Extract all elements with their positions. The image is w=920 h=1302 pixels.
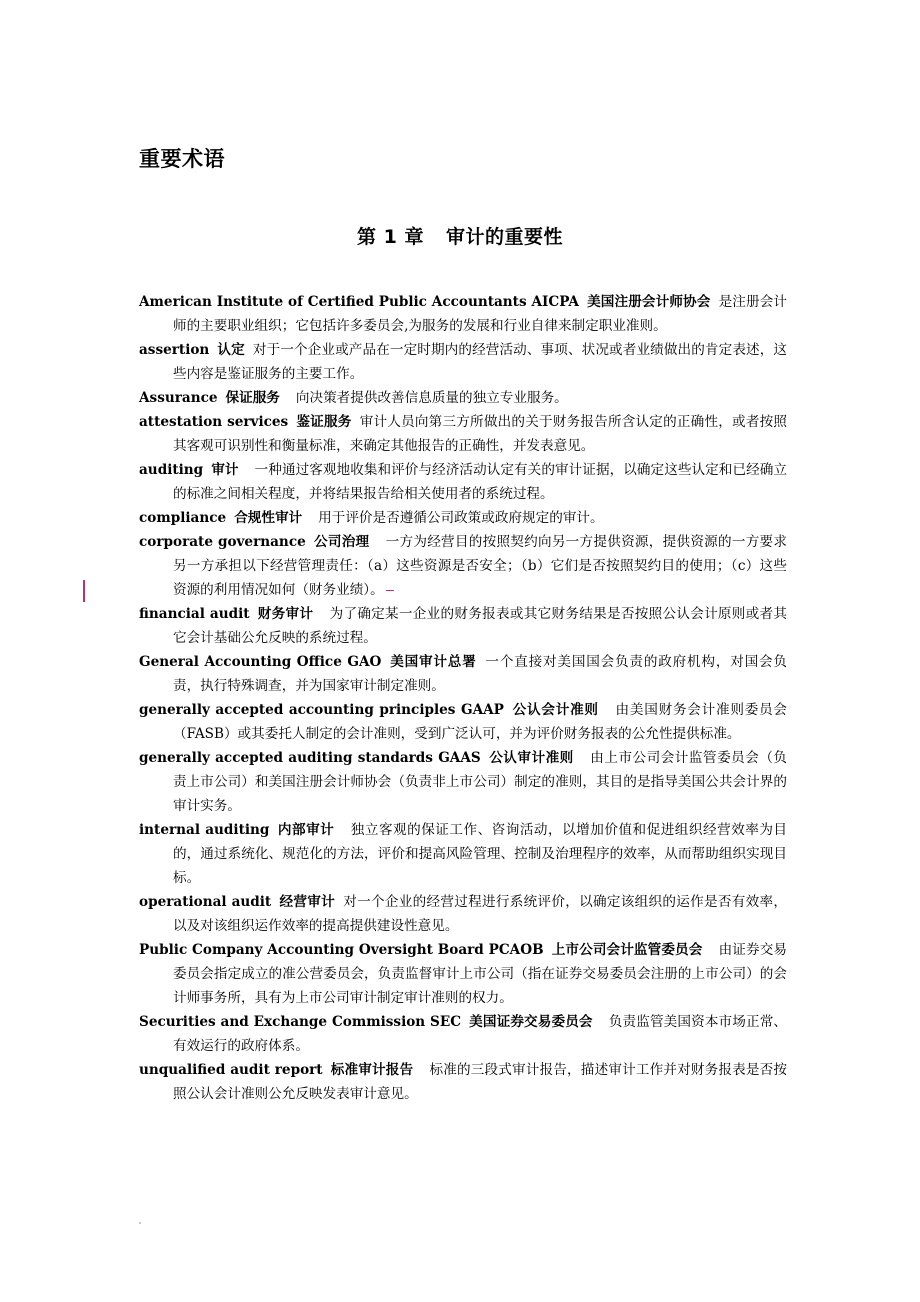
- term-definition: 用于评价是否遵循公司政策或政府规定的审计。: [318, 510, 604, 526]
- term-english: compliance: [139, 510, 227, 526]
- term-chinese: 公认审计准则: [488, 750, 574, 766]
- term-chinese: 美国证券交易委员会: [469, 1014, 593, 1030]
- glossary-entry: [139, 698, 787, 746]
- glossary-list: [139, 290, 787, 1106]
- term-definition: 是注册会计师的主要职业组织；它包括许多委员会,为服务的发展和行业自律来制定职业准则。: [173, 294, 788, 334]
- glossary-entry: [139, 602, 787, 650]
- term-english: General Accounting Office GAO: [139, 654, 382, 670]
- term-chinese: 审计: [211, 462, 239, 478]
- term-definition: 标准的三段式审计报告，描述审计工作并对财务报表是否按照公认会计准则公允反映发表审计意见。: [173, 1062, 788, 1102]
- glossary-entry: [139, 1010, 787, 1058]
- glossary-entry: [139, 1058, 787, 1106]
- term-chinese: 内部审计: [277, 822, 335, 838]
- chapter-name: 审计的重要性: [445, 226, 563, 248]
- term-english: corporate governance: [139, 534, 306, 550]
- term-chinese: 美国注册会计师协会: [586, 294, 711, 310]
- term-definition: 独立客观的保证工作、咨询活动，以增加价值和促进组织经营效率为目的，通过系统化、规范化的方法，评价和提高风险管理、控制及治理程序的效率，从而帮助组织实现目标。: [173, 822, 788, 886]
- term-definition: 由证券交易委员会指定成立的准公营委员会，负责监督审计上市公司（指在证券交易委员会注册的上市公司）的会计师事务所，具有为上市公司审计制定审计准则的权力。: [173, 942, 788, 1006]
- term-chinese: 公认会计准则: [511, 702, 599, 718]
- term-english: generally accepted accounting principles GAAP: [139, 702, 504, 718]
- term-english: internal auditing: [139, 822, 270, 838]
- term-chinese: 美国审计总署: [389, 654, 477, 670]
- term-chinese: 标准审计报告: [330, 1062, 414, 1078]
- edit-mark: [386, 590, 394, 592]
- term-definition: 一个直接对美国国会负责的政府机构，对国会负责，执行特殊调查，并为国家审计制定准则。: [173, 654, 788, 694]
- term-chinese: 经营审计: [279, 894, 335, 910]
- term-chinese: 财务审计: [257, 606, 314, 622]
- term-definition: 由美国财务会计准则委员会（FASB）或其委托人制定的会计准则，受到广泛认可，并为评价财务报表的公允性提供标准。: [173, 702, 788, 742]
- term-definition: 一种通过客观地收集和评价与经济活动认定有关的审计证据，以确定这些认定和已经确立的标准之间相关程度，并将结果报告给相关使用者的系统过程。: [173, 462, 788, 502]
- page-footer-mark: [139, 1222, 141, 1224]
- chapter-title: [0, 222, 920, 249]
- term-chinese: 合规性审计: [234, 510, 303, 526]
- chapter-number: 第 1 章: [357, 226, 424, 248]
- term-definition: 向决策者提供改善信息质量的独立专业服务。: [295, 390, 568, 406]
- term-chinese: 上市公司会计监管委员会: [551, 942, 703, 958]
- glossary-entry: [139, 506, 787, 530]
- term-definition: 审计人员向第三方所做出的关于财务报告所含认定的正确性，或者按照其客观可识别性和衡量标准，来确定其他报告的正确性，并发表意见。: [173, 414, 787, 454]
- glossary-entry: [139, 410, 787, 458]
- term-definition: 由上市公司会计监管委员会（负责上市公司）和美国注册会计师协会（负责非上市公司）制定的准则，其目的是指导美国公共会计界的审计实务。: [173, 750, 788, 814]
- glossary-entry: [139, 290, 787, 338]
- term-definition: 对一个企业的经营过程进行系统评价，以确定该组织的运作是否有效率，以及对该组织运作效率的提高提供建设性意见。: [173, 894, 787, 934]
- term-english: attestation services: [139, 414, 289, 430]
- text-cursor-marker: [83, 580, 85, 602]
- term-english: Assurance: [139, 390, 218, 406]
- glossary-entry: [139, 938, 787, 1010]
- term-english: financial audit: [139, 606, 250, 622]
- term-chinese: 保证服务: [225, 390, 280, 406]
- term-english: unqualified audit report: [139, 1062, 323, 1078]
- term-chinese: 鉴证服务: [296, 414, 352, 430]
- glossary-entry: [139, 338, 787, 386]
- glossary-entry: [139, 746, 787, 818]
- term-english: assertion: [139, 342, 210, 358]
- glossary-entry: [139, 818, 787, 890]
- term-english: Securities and Exchange Commission SEC: [139, 1014, 462, 1030]
- glossary-entry: [139, 530, 787, 602]
- term-definition: 对于一个企业或产品在一定时期内的经营活动、事项、状况或者业绩做出的肯定表述，这些内容是鉴证服务的主要工作。: [173, 342, 788, 382]
- term-definition: 为了确定某一企业的财务报表或其它财务结果是否按照公认会计原则或者其它会计基础公允反映的系统过程。: [173, 606, 788, 646]
- term-english: operational audit: [139, 894, 272, 910]
- term-definition: 一方为经营目的按照契约向另一方提供资源，提供资源的一方要求另一方承担以下经营管理责任：（a）这些资源是否安全；（b）它们是否按照契约目的使用；（c）这些资源的利用情况如何（财务业绩）。: [173, 534, 788, 598]
- term-english: American Institute of Certified Public Accountants AICPA: [139, 294, 579, 310]
- page-heading: 重要术语: [139, 147, 225, 171]
- term-english: generally accepted auditing standards GAAS: [139, 750, 481, 766]
- glossary-entry: [139, 386, 787, 410]
- glossary-entry: [139, 890, 787, 938]
- glossary-entry: [139, 458, 787, 506]
- term-definition: 负责监管美国资本市场正常、有效运行的政府体系。: [173, 1014, 788, 1054]
- term-chinese: 公司治理: [313, 534, 370, 550]
- term-english: Public Company Accounting Oversight Board PCAOB: [139, 942, 544, 958]
- glossary-entry: [139, 650, 787, 698]
- term-chinese: 认定: [217, 342, 245, 358]
- term-english: auditing: [139, 462, 204, 478]
